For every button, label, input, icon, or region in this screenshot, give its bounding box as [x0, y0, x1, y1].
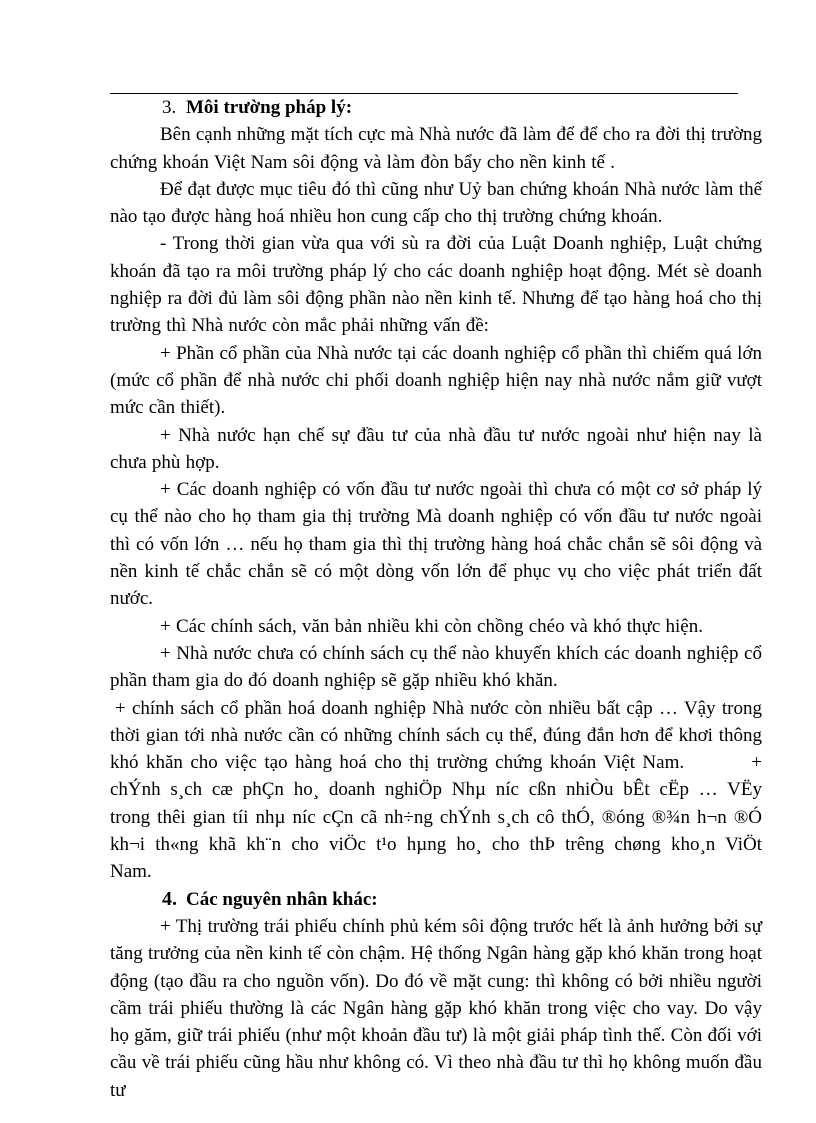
- paragraph-garbled-text: + chÝnh s¸ch cæ phÇn ho¸ doanh nghiÖp Nhµ níc cßn nhiÒu bÊt cËp … VËy trong thêi gian tíi nhµ níc cÇn cã nh÷ng chÝnh s¸ch cô thÓ, ®óng ®¾n h¬n ®Ó kh¬i th«ng khã kh¨n cho viÖc t¹o hµng ho¸ cho thÞ trêng chøng kho¸n ViÖt Nam.: [110, 752, 763, 883]
- paragraph: + Các chính sách, văn bản nhiều khi còn chồng chéo và khó thực hiện.: [160, 615, 703, 637]
- document-body: [110, 94, 762, 1104]
- paragraph: + Phần cổ phần của Nhà nước tại các doanh nghiệp cổ phần thì chiếm quá lớn (mức cổ phần để nhà nước chi phối doanh nghiệp hiện nay nhà nước nắm giữ vượt mức cần thiết).: [110, 342, 762, 419]
- paragraph: + Thị trường trái phiếu chính phủ kém sôi động trước hết là ảnh hưởng bởi sự tăng trưởng của nền kinh tế còn chậm. Hệ thống Ngân hàng gặp khó khăn trong hoạt động (tạo đầu ra cho nguồn vốn). Do đó về mặt cung: thì không có bởi nhiều người cầm trái phiếu thường là các Ngân hàng gặp khó khăn trong việc cho vay. Do vậy họ găm, giữ trái phiếu (như một khoản đầu tư) là một giải pháp tình thế. Còn đối với cầu về trái phiếu cũng hầu như không có. Vì theo nhà đầu tư thì họ không muốn đầu tư: [110, 915, 762, 1101]
- mixed-encoding-paragraph: [110, 695, 762, 886]
- section-4-title: Các nguyên nhân khác:: [186, 888, 378, 910]
- paragraph: + Nhà nước hạn chế sự đầu tư của nhà đầu tư nước ngoài như hiện nay là chưa phù hợp.: [110, 424, 762, 473]
- paragraph: + Nhà nước chưa có chính sách cụ thể nào khuyến khích các doanh nghiệp cổ phần tham gia do đó doanh nghiệp sẽ gặp nhiều khó khăn.: [110, 642, 762, 692]
- section-3-number: 3.: [162, 97, 177, 118]
- section-3-heading: [110, 94, 762, 121]
- paragraph: Để đạt được mục tiêu đó thì cũng như Uỷ ban chứng khoán Nhà nước làm thế nào tạo được hàng hoá nhiều hon cung cấp cho thị trường chứng khoán.: [110, 178, 762, 228]
- paragraph: - Trong thời gian vừa qua với sù ra đời của Luật Doanh nghiệp, Luật chứng khoán đã tạo ra môi trường pháp lý cho các doanh nghiệp hoạt động. Mét sè doanh nghiệp ra đời đủ làm sôi động phần nào nền kinh tế. Nhưng để tạo hàng hoá cho thị trường thì Nhà nước còn mắc phải những vấn đề:: [110, 233, 762, 337]
- section-3-title: Môi trường pháp lý:: [186, 97, 353, 118]
- paragraph-normal-text: + chính sách cổ phần hoá doanh nghiệp Nhà nước còn nhiều bất cập … Vậy trong thời gian tới nhà nước cần có những chính sách cụ thể, đúng đắn hơn để khơi thông khó khăn cho việc tạo hàng hoá cho thị trường chứng khoán Việt Nam.: [110, 697, 762, 774]
- section-4-heading: [110, 886, 762, 913]
- paragraph: + Các doanh nghiệp có vốn đầu tư nước ngoài thì chưa có một cơ sở pháp lý cụ thể nào cho họ tham gia thị trường Mà doanh nghiệp có vốn đầu tư nước ngoài thì có vốn lớn … nếu họ tham gia thì thị trường hàng hoá chắc chắn sẽ sôi động và nền kinh tế chắc chắn sẽ có một dòng vốn lớn để phục vụ cho việc phát triển đất nước.: [110, 479, 762, 610]
- section-4-number: 4.: [162, 887, 177, 910]
- paragraph: Bên cạnh những mặt tích cực mà Nhà nước đã làm để để cho ra đời thị trường chứng khoán Việt Nam sôi động và làm đòn bẩy cho nền kinh tế .: [110, 124, 762, 173]
